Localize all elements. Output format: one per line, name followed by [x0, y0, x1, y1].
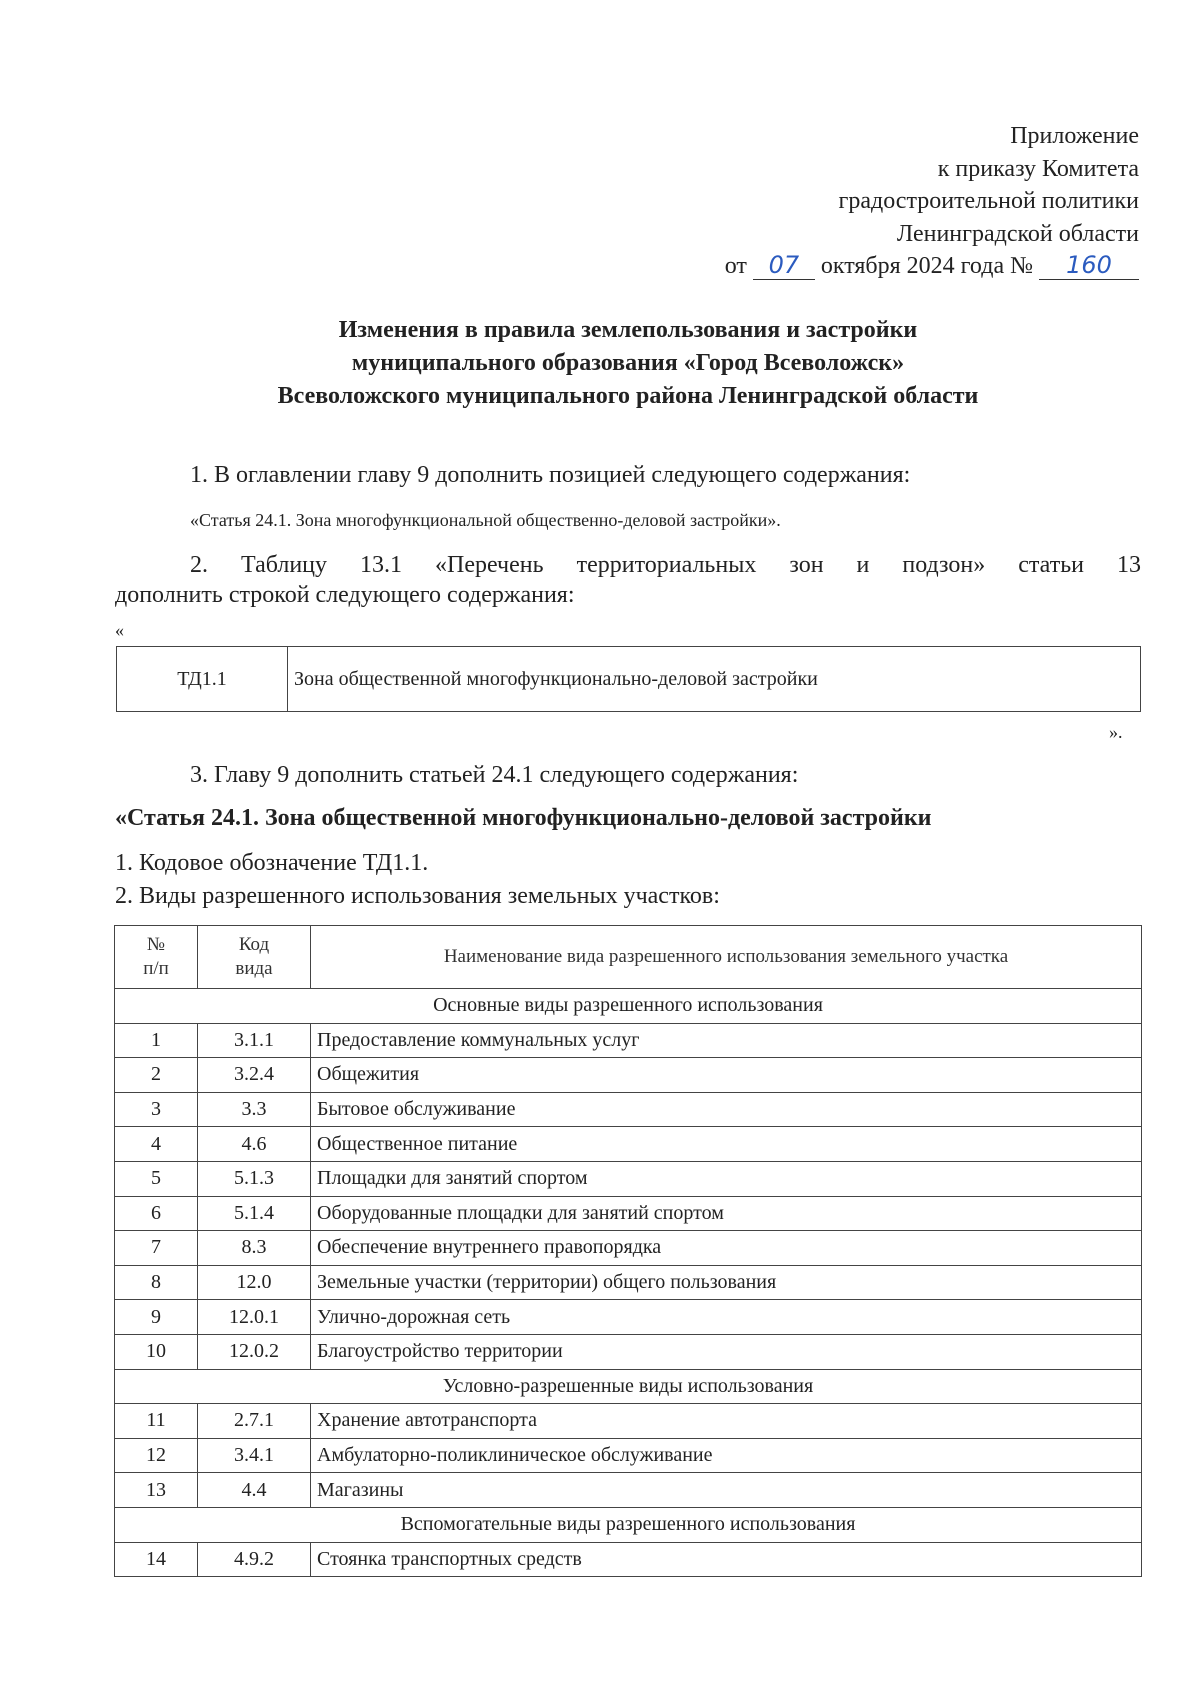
row-num: 11	[115, 1404, 198, 1439]
zone-name: Зона общественной многофункционально-деловой застройки	[288, 647, 1141, 712]
row-num: 6	[115, 1196, 198, 1231]
title-line: муниципального образования «Город Всеволожск»	[351, 350, 905, 376]
item-1: 1. В оглавлении главу 9 дополнить позицией следующего содержания:	[190, 462, 911, 488]
row-num: 13	[115, 1473, 198, 1508]
section-auxiliary: Вспомогательные виды разрешенного использования	[115, 1507, 1142, 1542]
row-num: 3	[115, 1092, 198, 1127]
table-row	[115, 1058, 1142, 1093]
table-row	[115, 1265, 1142, 1300]
open-quote: «	[115, 620, 124, 640]
header-code	[198, 926, 311, 989]
title-line: Всеволожского муниципального района Ленинградской области	[277, 383, 979, 409]
section-row	[115, 989, 1142, 1024]
table-row	[115, 1404, 1142, 1439]
date-month-year: октября 2024 года №	[820, 253, 1033, 279]
row-code: 12.0.1	[198, 1300, 311, 1335]
item-2-line-1: 2. Таблицу 13.1 «Перечень территориальных зон и подзон» статьи 13	[190, 552, 1141, 578]
row-code: 3.2.4	[198, 1058, 311, 1093]
header-num	[115, 926, 198, 989]
row-code: 12.0.2	[198, 1334, 311, 1369]
row-num: 8	[115, 1265, 198, 1300]
row-name: Бытовое обслуживание	[311, 1092, 1142, 1127]
table-row	[115, 1473, 1142, 1508]
row-code: 3.4.1	[198, 1438, 311, 1473]
row-name: Хранение автотранспорта	[311, 1404, 1142, 1439]
article-title: «Статья 24.1. Зона общественной многофункционально-деловой застройки	[115, 805, 932, 831]
row-code: 8.3	[198, 1231, 311, 1266]
section-main: Основные виды разрешенного использования	[115, 989, 1142, 1024]
document-title	[0, 314, 1200, 413]
row-name: Общественное питание	[311, 1127, 1142, 1162]
section-row	[115, 1369, 1142, 1404]
table-row	[115, 1092, 1142, 1127]
row-code: 12.0	[198, 1265, 311, 1300]
row-code: 4.9.2	[198, 1542, 311, 1577]
row-code: 4.4	[198, 1473, 311, 1508]
table-row	[115, 1127, 1142, 1162]
header-num-1: №	[146, 934, 166, 955]
table-row	[115, 1023, 1142, 1058]
row-name: Общежития	[311, 1058, 1142, 1093]
row-code: 5.1.4	[198, 1196, 311, 1231]
zone-code: ТД1.1	[117, 647, 288, 712]
header-num-2: п/п	[143, 958, 169, 979]
row-num: 9	[115, 1300, 198, 1335]
code-line: 1. Кодовое обозначение ТД1.1.	[115, 850, 429, 876]
row-num: 1	[115, 1023, 198, 1058]
item-2-line-2: дополнить строкой следующего содержания:	[115, 582, 575, 608]
handwritten-order-number: 160	[1039, 251, 1139, 280]
row-num: 14	[115, 1542, 198, 1577]
row-name: Стоянка транспортных средств	[311, 1542, 1142, 1577]
appendix-line: Приложение	[1010, 123, 1139, 149]
row-name: Улично-дорожная сеть	[311, 1300, 1142, 1335]
header-code-1: Код	[238, 934, 270, 955]
row-num: 10	[115, 1334, 198, 1369]
row-num: 12	[115, 1438, 198, 1473]
close-quote: ».	[1109, 722, 1123, 742]
table-row	[115, 1196, 1142, 1231]
appendix-line: градостроительной политики	[838, 188, 1139, 214]
header-name: Наименование вида разрешенного использования земельного участка	[311, 926, 1142, 989]
row-num: 2	[115, 1058, 198, 1093]
header-code-2: вида	[235, 958, 273, 979]
row-name: Предоставление коммунальных услуг	[311, 1023, 1142, 1058]
uses-table	[114, 925, 1142, 1577]
table-row	[115, 1438, 1142, 1473]
zone-table	[116, 646, 1141, 712]
section-row	[115, 1507, 1142, 1542]
appendix-line: к приказу Комитета	[937, 155, 1139, 182]
row-name: Земельные участки (территории) общего пользования	[311, 1265, 1142, 1300]
section-conditional: Условно-разрешенные виды использования	[115, 1369, 1142, 1404]
appendix-line: Ленинградской области	[896, 220, 1139, 247]
row-name: Обеспечение внутреннего правопорядка	[311, 1231, 1142, 1266]
row-code: 3.1.1	[198, 1023, 311, 1058]
table-row	[115, 1161, 1142, 1196]
row-code: 3.3	[198, 1092, 311, 1127]
table-row	[115, 1300, 1142, 1335]
row-name: Магазины	[311, 1473, 1142, 1508]
table-row	[115, 1231, 1142, 1266]
row-name: Благоустройство территории	[311, 1334, 1142, 1369]
row-code: 5.1.3	[198, 1161, 311, 1196]
table-header-row	[115, 926, 1142, 989]
row-num: 7	[115, 1231, 198, 1266]
row-name: Площадки для занятий спортом	[311, 1161, 1142, 1196]
types-line: 2. Виды разрешенного использования земельных участков:	[115, 883, 720, 909]
row-name: Амбулаторно-поликлиническое обслуживание	[311, 1438, 1142, 1473]
item-1-quote: «Статья 24.1. Зона многофункциональной общественно-деловой застройки».	[190, 510, 781, 530]
title-line: Изменения в правила землепользования и застройки	[338, 317, 918, 343]
table-row	[115, 1334, 1142, 1369]
handwritten-day: 07	[753, 251, 815, 280]
row-num: 5	[115, 1161, 198, 1196]
row-code: 2.7.1	[198, 1404, 311, 1439]
item-3: 3. Главу 9 дополнить статьей 24.1 следующего содержания:	[190, 762, 799, 788]
row-num: 4	[115, 1127, 198, 1162]
row-name: Оборудованные площадки для занятий спортом	[311, 1196, 1142, 1231]
row-code: 4.6	[198, 1127, 311, 1162]
date-prefix: от	[724, 253, 747, 279]
appendix-block	[725, 120, 1139, 283]
table-row	[115, 1542, 1142, 1577]
table-row	[117, 647, 1141, 712]
order-date-line	[725, 250, 1139, 283]
